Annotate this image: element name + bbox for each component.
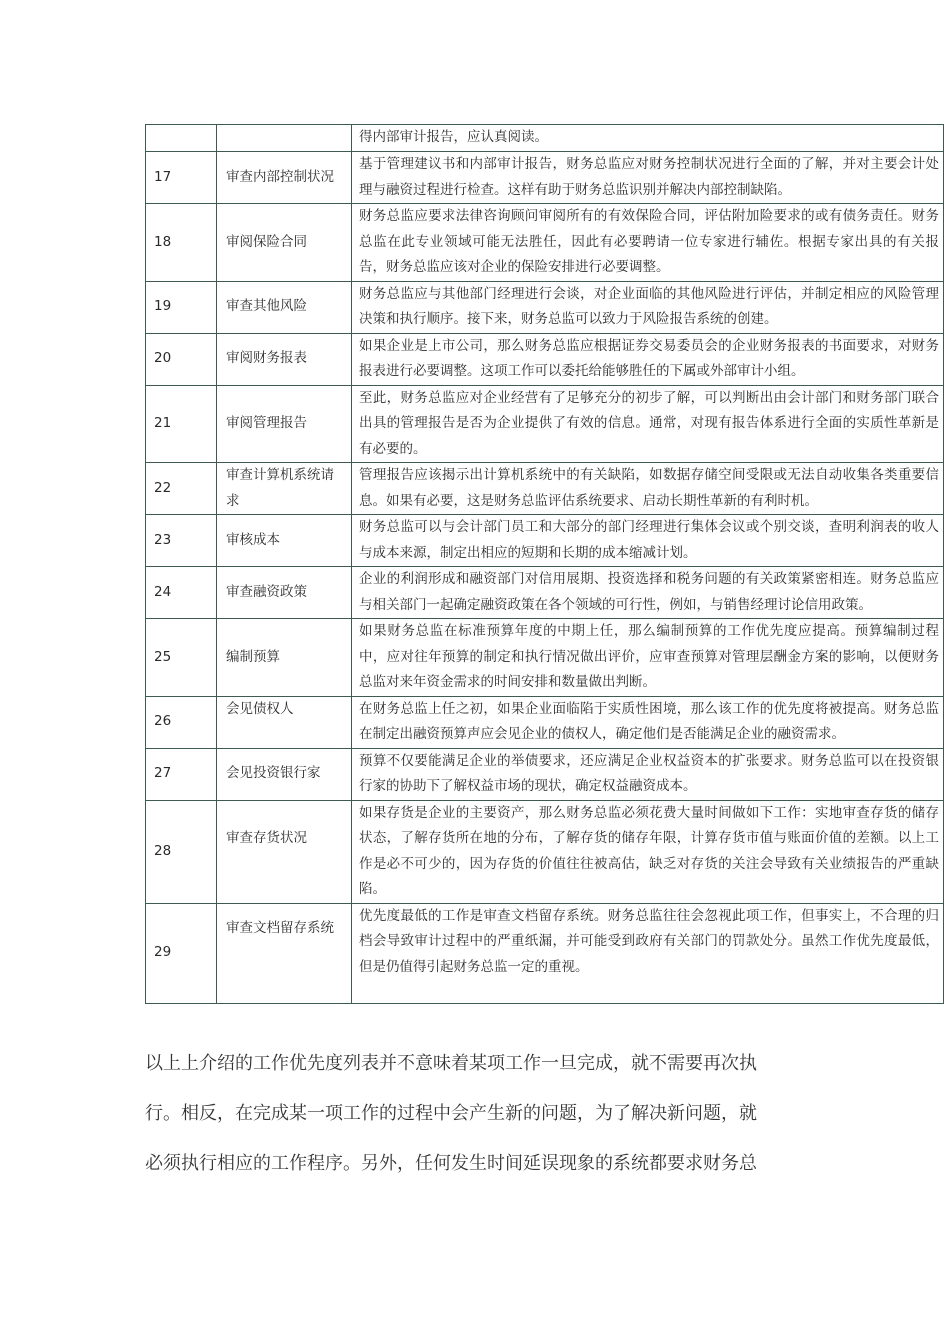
table-row [146,903,944,1003]
row-number: 23 [146,515,217,567]
row-number: 22 [146,463,217,515]
body-paragraph-line: 以上上介绍的工作优先度列表并不意味着某项工作一旦完成，就不需要再次执 [145,1053,757,1074]
body-paragraph-line: 必须执行相应的工作程序。另外，任何发生时间延误现象的系统都要求财务总 [145,1153,757,1174]
row-title: 审查计算机系统请求 [217,463,352,515]
row-number: 26 [146,696,217,748]
row-title: 审核成本 [217,515,352,567]
row-title: 审查融资政策 [217,567,352,619]
table-row [146,463,944,515]
row-title: 审查文档留存系统 [217,903,352,1003]
row-number: 21 [146,385,217,463]
table-row [146,619,944,697]
row-description: 基于管理建议书和内部审计报告，财务总监应对财务控制状况进行全面的了解，并对主要会计处理与融资过程进行检查。这样有助于财务总监识别并解决内部控制缺陷。 [352,152,944,204]
row-title: 审查存货状况 [217,800,352,903]
table-row [146,333,944,385]
row-description: 预算不仅要能满足企业的举债要求，还应满足企业权益资本的扩张要求。财务总监可以在投资银行家的协助下了解权益市场的现状，确定权益融资成本。 [352,748,944,800]
table-row [146,152,944,204]
table-row [146,696,944,748]
row-description: 财务总监可以与会计部门员工和大部分的部门经理进行集体会议或个别交谈，查明利润表的收人与成本来源，制定出相应的短期和长期的成本缩减计划。 [352,515,944,567]
row-description: 优先度最低的工作是审查文档留存系统。财务总监往往会忽视此项工作，但事实上，不合理的归档会导致审计过程中的严重纸漏，并可能受到政府有关部门的罚款处分。虽然工作优先度最低，但是仍值得引起财务总监一定的重视。 [352,903,944,1003]
row-title: 会见投资银行家 [217,748,352,800]
row-number: 28 [146,800,217,903]
row-description: 至此，财务总监应对企业经营有了足够充分的初步了解，可以判断出由会计部门和财务部门联合出具的管理报告是否为企业提供了有效的信息。通常，对现有报告体系进行全面的实质性革新是有必要的。 [352,385,944,463]
row-number: 17 [146,152,217,204]
row-description: 财务总监应与其他部门经理进行会谈，对企业面临的其他风险进行评估，并制定相应的风险管理决策和执行顺序。接下来，财务总监可以致力于风险报告系统的创建。 [352,281,944,333]
row-number: 25 [146,619,217,697]
table-row [146,281,944,333]
table-row [146,515,944,567]
table-row [146,204,944,282]
row-description: 如果存货是企业的主要资产，那么财务总监必须花费大量时间做如下工作：实地审查存货的储存状态，了解存货所在地的分布，了解存货的储存年限，计算存货市值与账面价值的差额。以上工作是必不可少的，因为存货的价值往往被高估，缺乏对存货的关注会导致有关业绩报告的严重缺陷。 [352,800,944,903]
priority-table [145,124,944,1004]
row-title: 审阅管理报告 [217,385,352,463]
row-description: 得内部审计报告，应认真阅读。 [352,125,944,152]
row-description: 如果财务总监在标准预算年度的中期上任，那么编制预算的工作优先度应提高。预算编制过程中，应对往年预算的制定和执行情况做出评价，应审查预算对管理层酬金方案的影响，以便财务总监对来年资金需求的时间安排和数量做出判断。 [352,619,944,697]
row-number: 19 [146,281,217,333]
row-title: 会见债权人 [217,696,352,748]
row-number [146,125,217,152]
row-description: 财务总监应要求法律咨询顾问审阅所有的有效保险合同，评估附加险要求的或有债务责任。财务总监在此专业领域可能无法胜任，因此有必要聘请一位专家进行辅佐。根据专家出具的有关报告，财务总监应该对企业的保险安排进行必要调整。 [352,204,944,282]
row-title: 审查其他风险 [217,281,352,333]
row-title: 审查内部控制状况 [217,152,352,204]
row-description: 在财务总监上任之初，如果企业面临陷于实质性困境，那么该工作的优先度将被提高。财务总监在制定出融资预算声应会见企业的债权人，确定他们是否能满足企业的融资需求。 [352,696,944,748]
row-title: 编制预算 [217,619,352,697]
row-title: 审阅财务报表 [217,333,352,385]
table-row [146,567,944,619]
table-row [146,385,944,463]
row-description: 管理报告应该揭示出计算机系统中的有关缺陷，如数据存储空间受限或无法自动收集各类重要信息。如果有必要，这是财务总监评估系统要求、启动长期性革新的有利时机。 [352,463,944,515]
body-paragraph-line: 行。相反，在完成某一项工作的过程中会产生新的问题，为了解决新问题，就 [145,1103,757,1124]
row-description: 企业的利润形成和融资部门对信用展期、投资选择和税务问题的有关政策紧密相连。财务总监应与相关部门一起确定融资政策在各个领域的可行性，例如，与销售经理讨论信用政策。 [352,567,944,619]
row-number: 27 [146,748,217,800]
row-number: 18 [146,204,217,282]
row-number: 29 [146,903,217,1003]
table-row [146,748,944,800]
row-title: 审阅保险合同 [217,204,352,282]
row-title [217,125,352,152]
row-description: 如果企业是上市公司，那么财务总监应根据证券交易委员会的企业财务报表的书面要求，对财务报表进行必要调整。这项工作可以委托给能够胜任的下属或外部审计小组。 [352,333,944,385]
row-number: 20 [146,333,217,385]
row-number: 24 [146,567,217,619]
table-row [146,800,944,903]
table-row [146,125,944,152]
